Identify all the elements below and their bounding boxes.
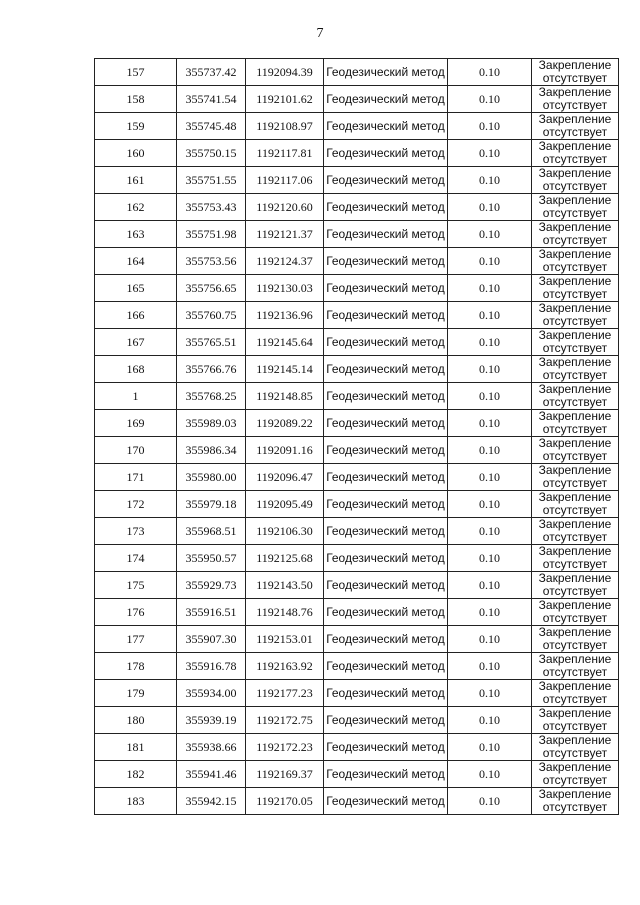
- fixation-text-line: Закрепление: [538, 355, 612, 369]
- fixation-text-line: Закрепление: [538, 706, 612, 720]
- point-number-cell: 182: [95, 761, 177, 788]
- fixation-text-line: отсутствует: [542, 152, 608, 166]
- accuracy-cell: 0.10: [448, 248, 532, 275]
- table-row: [95, 410, 619, 437]
- coordinate-x-cell: 355765.51: [177, 329, 246, 356]
- fixation-cell: [532, 194, 619, 221]
- method-cell: Геодезический метод: [324, 572, 448, 599]
- method-cell: Геодезический метод: [324, 302, 448, 329]
- fixation-cell: [532, 302, 619, 329]
- table-row: [95, 275, 619, 302]
- coordinate-y-cell: 1192172.75: [246, 707, 324, 734]
- method-cell: Геодезический метод: [324, 383, 448, 410]
- point-number-cell: 165: [95, 275, 177, 302]
- accuracy-cell: 0.10: [448, 383, 532, 410]
- point-number-cell: 172: [95, 491, 177, 518]
- table-row: [95, 113, 619, 140]
- fixation-text-line: отсутствует: [542, 719, 608, 733]
- accuracy-cell: 0.10: [448, 734, 532, 761]
- coordinate-x-cell: 355989.03: [177, 410, 246, 437]
- fixation-text-line: Закрепление: [538, 274, 612, 288]
- point-number-cell: 162: [95, 194, 177, 221]
- accuracy-cell: 0.10: [448, 86, 532, 113]
- point-number-cell: 157: [95, 59, 177, 86]
- table-row: [95, 329, 619, 356]
- fixation-cell: [532, 707, 619, 734]
- method-cell: Геодезический метод: [324, 761, 448, 788]
- table-row: [95, 707, 619, 734]
- method-cell: Геодезический метод: [324, 59, 448, 86]
- fixation-cell: [532, 626, 619, 653]
- point-number-cell: 174: [95, 545, 177, 572]
- method-cell: Геодезический метод: [324, 194, 448, 221]
- point-number-cell: 179: [95, 680, 177, 707]
- table-row: [95, 140, 619, 167]
- point-number-cell: 169: [95, 410, 177, 437]
- coordinate-x-cell: 355938.66: [177, 734, 246, 761]
- fixation-cell: [532, 248, 619, 275]
- accuracy-cell: 0.10: [448, 788, 532, 815]
- fixation-text-line: Закрепление: [538, 787, 612, 801]
- accuracy-cell: 0.10: [448, 626, 532, 653]
- coordinate-y-cell: 1192089.22: [246, 410, 324, 437]
- fixation-text-line: отсутствует: [542, 368, 608, 382]
- fixation-text-line: отсутствует: [542, 773, 608, 787]
- coordinate-y-cell: 1192169.37: [246, 761, 324, 788]
- table-row: [95, 59, 619, 86]
- fixation-cell: [532, 545, 619, 572]
- point-number-cell: 166: [95, 302, 177, 329]
- coordinate-y-cell: 1192094.39: [246, 59, 324, 86]
- coordinate-x-cell: 355753.56: [177, 248, 246, 275]
- coordinate-y-cell: 1192106.30: [246, 518, 324, 545]
- accuracy-cell: 0.10: [448, 572, 532, 599]
- coordinate-x-cell: 355745.48: [177, 113, 246, 140]
- method-cell: Геодезический метод: [324, 86, 448, 113]
- fixation-text-line: отсутствует: [542, 125, 608, 139]
- accuracy-cell: 0.10: [448, 653, 532, 680]
- point-number-cell: 163: [95, 221, 177, 248]
- coordinate-x-cell: 355979.18: [177, 491, 246, 518]
- table-row: [95, 761, 619, 788]
- fixation-cell: [532, 329, 619, 356]
- table-row: [95, 680, 619, 707]
- fixation-text-line: отсутствует: [542, 98, 608, 112]
- fixation-cell: [532, 221, 619, 248]
- coordinate-y-cell: 1192136.96: [246, 302, 324, 329]
- accuracy-cell: 0.10: [448, 113, 532, 140]
- method-cell: Геодезический метод: [324, 329, 448, 356]
- coordinates-table: [94, 58, 619, 815]
- fixation-text-line: Закрепление: [538, 58, 612, 72]
- point-number-cell: 181: [95, 734, 177, 761]
- coordinate-y-cell: 1192096.47: [246, 464, 324, 491]
- fixation-text-line: Закрепление: [538, 166, 612, 180]
- fixation-text-line: Закрепление: [538, 247, 612, 261]
- table-row: [95, 437, 619, 464]
- fixation-cell: [532, 167, 619, 194]
- accuracy-cell: 0.10: [448, 464, 532, 491]
- fixation-text-line: Закрепление: [538, 760, 612, 774]
- fixation-text-line: Закрепление: [538, 409, 612, 423]
- fixation-cell: [532, 140, 619, 167]
- fixation-text-line: Закрепление: [538, 112, 612, 126]
- method-cell: Геодезический метод: [324, 248, 448, 275]
- accuracy-cell: 0.10: [448, 680, 532, 707]
- table-row: [95, 734, 619, 761]
- point-number-cell: 159: [95, 113, 177, 140]
- coordinate-x-cell: 355986.34: [177, 437, 246, 464]
- point-number-cell: 178: [95, 653, 177, 680]
- fixation-cell: [532, 572, 619, 599]
- coordinate-x-cell: 355907.30: [177, 626, 246, 653]
- fixation-cell: [532, 464, 619, 491]
- fixation-text-line: отсутствует: [542, 476, 608, 490]
- method-cell: Геодезический метод: [324, 437, 448, 464]
- table-row: [95, 518, 619, 545]
- fixation-text-line: отсутствует: [542, 746, 608, 760]
- coordinate-y-cell: 1192145.14: [246, 356, 324, 383]
- fixation-text-line: Закрепление: [538, 382, 612, 396]
- method-cell: Геодезический метод: [324, 707, 448, 734]
- fixation-cell: [532, 761, 619, 788]
- method-cell: Геодезический метод: [324, 491, 448, 518]
- accuracy-cell: 0.10: [448, 491, 532, 518]
- fixation-text-line: отсутствует: [542, 449, 608, 463]
- fixation-text-line: отсутствует: [542, 314, 608, 328]
- coordinate-y-cell: 1192125.68: [246, 545, 324, 572]
- table-row: [95, 545, 619, 572]
- fixation-text-line: Закрепление: [538, 328, 612, 342]
- fixation-text-line: Закрепление: [538, 679, 612, 693]
- coordinate-x-cell: 355980.00: [177, 464, 246, 491]
- method-cell: Геодезический метод: [324, 518, 448, 545]
- fixation-cell: [532, 410, 619, 437]
- fixation-text-line: отсутствует: [542, 665, 608, 679]
- point-number-cell: 160: [95, 140, 177, 167]
- fixation-text-line: Закрепление: [538, 652, 612, 666]
- fixation-cell: [532, 383, 619, 410]
- coordinate-x-cell: 355751.98: [177, 221, 246, 248]
- fixation-text-line: Закрепление: [538, 517, 612, 531]
- fixation-text-line: Закрепление: [538, 598, 612, 612]
- accuracy-cell: 0.10: [448, 59, 532, 86]
- fixation-text-line: отсутствует: [542, 71, 608, 85]
- point-number-cell: 173: [95, 518, 177, 545]
- coordinate-y-cell: 1192117.06: [246, 167, 324, 194]
- accuracy-cell: 0.10: [448, 599, 532, 626]
- accuracy-cell: 0.10: [448, 140, 532, 167]
- point-number-cell: 1: [95, 383, 177, 410]
- fixation-text-line: Закрепление: [538, 193, 612, 207]
- method-cell: Геодезический метод: [324, 464, 448, 491]
- fixation-text-line: отсутствует: [542, 503, 608, 517]
- fixation-text-line: отсутствует: [542, 341, 608, 355]
- fixation-cell: [532, 275, 619, 302]
- table-row: [95, 572, 619, 599]
- fixation-cell: [532, 599, 619, 626]
- fixation-text-line: Закрепление: [538, 733, 612, 747]
- coordinate-y-cell: 1192108.97: [246, 113, 324, 140]
- fixation-text-line: отсутствует: [542, 395, 608, 409]
- table-row: [95, 653, 619, 680]
- fixation-text-line: отсутствует: [542, 260, 608, 274]
- coordinate-x-cell: 355751.55: [177, 167, 246, 194]
- fixation-cell: [532, 734, 619, 761]
- coordinate-y-cell: 1192148.85: [246, 383, 324, 410]
- method-cell: Геодезический метод: [324, 113, 448, 140]
- coordinate-y-cell: 1192153.01: [246, 626, 324, 653]
- point-number-cell: 180: [95, 707, 177, 734]
- method-cell: Геодезический метод: [324, 545, 448, 572]
- fixation-text-line: отсутствует: [542, 206, 608, 220]
- coordinate-y-cell: 1192101.62: [246, 86, 324, 113]
- fixation-cell: [532, 680, 619, 707]
- fixation-cell: [532, 437, 619, 464]
- coordinate-x-cell: 355916.51: [177, 599, 246, 626]
- coordinate-x-cell: 355942.15: [177, 788, 246, 815]
- fixation-cell: [532, 86, 619, 113]
- coordinate-x-cell: 355939.19: [177, 707, 246, 734]
- method-cell: Геодезический метод: [324, 221, 448, 248]
- point-number-cell: 171: [95, 464, 177, 491]
- fixation-text-line: Закрепление: [538, 463, 612, 477]
- accuracy-cell: 0.10: [448, 194, 532, 221]
- accuracy-cell: 0.10: [448, 302, 532, 329]
- fixation-cell: [532, 788, 619, 815]
- method-cell: Геодезический метод: [324, 410, 448, 437]
- coordinate-x-cell: 355934.00: [177, 680, 246, 707]
- accuracy-cell: 0.10: [448, 410, 532, 437]
- table-row: [95, 194, 619, 221]
- point-number-cell: 158: [95, 86, 177, 113]
- fixation-text-line: Закрепление: [538, 490, 612, 504]
- fixation-text-line: Закрепление: [538, 544, 612, 558]
- coordinate-x-cell: 355766.76: [177, 356, 246, 383]
- point-number-cell: 183: [95, 788, 177, 815]
- coordinate-y-cell: 1192148.76: [246, 599, 324, 626]
- page-number: 7: [316, 26, 324, 41]
- method-cell: Геодезический метод: [324, 599, 448, 626]
- fixation-text-line: Закрепление: [538, 301, 612, 315]
- coordinate-x-cell: 355741.54: [177, 86, 246, 113]
- point-number-cell: 175: [95, 572, 177, 599]
- accuracy-cell: 0.10: [448, 437, 532, 464]
- point-number-cell: 177: [95, 626, 177, 653]
- fixation-text-line: отсутствует: [542, 179, 608, 193]
- fixation-text-line: Закрепление: [538, 220, 612, 234]
- method-cell: Геодезический метод: [324, 356, 448, 383]
- fixation-text-line: Закрепление: [538, 625, 612, 639]
- coordinate-y-cell: 1192143.50: [246, 572, 324, 599]
- coordinate-x-cell: 355968.51: [177, 518, 246, 545]
- table-row: [95, 491, 619, 518]
- accuracy-cell: 0.10: [448, 221, 532, 248]
- coordinate-y-cell: 1192163.92: [246, 653, 324, 680]
- coordinate-y-cell: 1192117.81: [246, 140, 324, 167]
- fixation-text-line: отсутствует: [542, 557, 608, 571]
- coordinate-y-cell: 1192095.49: [246, 491, 324, 518]
- table-row: [95, 356, 619, 383]
- point-number-cell: 167: [95, 329, 177, 356]
- coordinate-x-cell: 355929.73: [177, 572, 246, 599]
- coordinate-y-cell: 1192124.37: [246, 248, 324, 275]
- method-cell: Геодезический метод: [324, 167, 448, 194]
- method-cell: Геодезический метод: [324, 140, 448, 167]
- method-cell: Геодезический метод: [324, 788, 448, 815]
- point-number-cell: 161: [95, 167, 177, 194]
- coordinate-x-cell: 355750.15: [177, 140, 246, 167]
- coordinate-y-cell: 1192170.05: [246, 788, 324, 815]
- point-number-cell: 170: [95, 437, 177, 464]
- point-number-cell: 176: [95, 599, 177, 626]
- coordinate-x-cell: 355916.78: [177, 653, 246, 680]
- table-row: [95, 167, 619, 194]
- coordinate-x-cell: 355753.43: [177, 194, 246, 221]
- point-number-cell: 168: [95, 356, 177, 383]
- fixation-cell: [532, 356, 619, 383]
- fixation-text-line: отсутствует: [542, 287, 608, 301]
- accuracy-cell: 0.10: [448, 356, 532, 383]
- coordinate-x-cell: 355768.25: [177, 383, 246, 410]
- fixation-text-line: отсутствует: [542, 800, 608, 814]
- coordinate-x-cell: 355760.75: [177, 302, 246, 329]
- method-cell: Геодезический метод: [324, 275, 448, 302]
- fixation-text-line: отсутствует: [542, 584, 608, 598]
- method-cell: Геодезический метод: [324, 626, 448, 653]
- fixation-text-line: отсутствует: [542, 233, 608, 247]
- fixation-text-line: Закрепление: [538, 139, 612, 153]
- table-row: [95, 221, 619, 248]
- accuracy-cell: 0.10: [448, 275, 532, 302]
- table-row: [95, 599, 619, 626]
- fixation-cell: [532, 491, 619, 518]
- accuracy-cell: 0.10: [448, 518, 532, 545]
- accuracy-cell: 0.10: [448, 329, 532, 356]
- table-row: [95, 383, 619, 410]
- coordinate-y-cell: 1192177.23: [246, 680, 324, 707]
- coordinate-y-cell: 1192120.60: [246, 194, 324, 221]
- coordinate-y-cell: 1192130.03: [246, 275, 324, 302]
- coordinate-y-cell: 1192145.64: [246, 329, 324, 356]
- fixation-text-line: отсутствует: [542, 422, 608, 436]
- accuracy-cell: 0.10: [448, 545, 532, 572]
- fixation-text-line: Закрепление: [538, 436, 612, 450]
- point-number-cell: 164: [95, 248, 177, 275]
- table-row: [95, 86, 619, 113]
- method-cell: Геодезический метод: [324, 653, 448, 680]
- accuracy-cell: 0.10: [448, 707, 532, 734]
- fixation-text-line: Закрепление: [538, 571, 612, 585]
- coordinate-x-cell: 355737.42: [177, 59, 246, 86]
- fixation-cell: [532, 113, 619, 140]
- fixation-cell: [532, 59, 619, 86]
- coordinate-x-cell: 355941.46: [177, 761, 246, 788]
- coordinates-table-body: [95, 59, 619, 815]
- table-row: [95, 248, 619, 275]
- coordinate-y-cell: 1192172.23: [246, 734, 324, 761]
- fixation-text-line: отсутствует: [542, 530, 608, 544]
- fixation-text-line: отсутствует: [542, 611, 608, 625]
- fixation-text-line: Закрепление: [538, 85, 612, 99]
- table-row: [95, 464, 619, 491]
- table-row: [95, 626, 619, 653]
- coordinate-y-cell: 1192121.37: [246, 221, 324, 248]
- method-cell: Геодезический метод: [324, 680, 448, 707]
- coordinate-x-cell: 355756.65: [177, 275, 246, 302]
- fixation-cell: [532, 653, 619, 680]
- fixation-text-line: отсутствует: [542, 692, 608, 706]
- table-row: [95, 302, 619, 329]
- method-cell: Геодезический метод: [324, 734, 448, 761]
- accuracy-cell: 0.10: [448, 167, 532, 194]
- fixation-text-line: отсутствует: [542, 638, 608, 652]
- fixation-cell: [532, 518, 619, 545]
- coordinate-x-cell: 355950.57: [177, 545, 246, 572]
- accuracy-cell: 0.10: [448, 761, 532, 788]
- table-row: [95, 788, 619, 815]
- coordinate-y-cell: 1192091.16: [246, 437, 324, 464]
